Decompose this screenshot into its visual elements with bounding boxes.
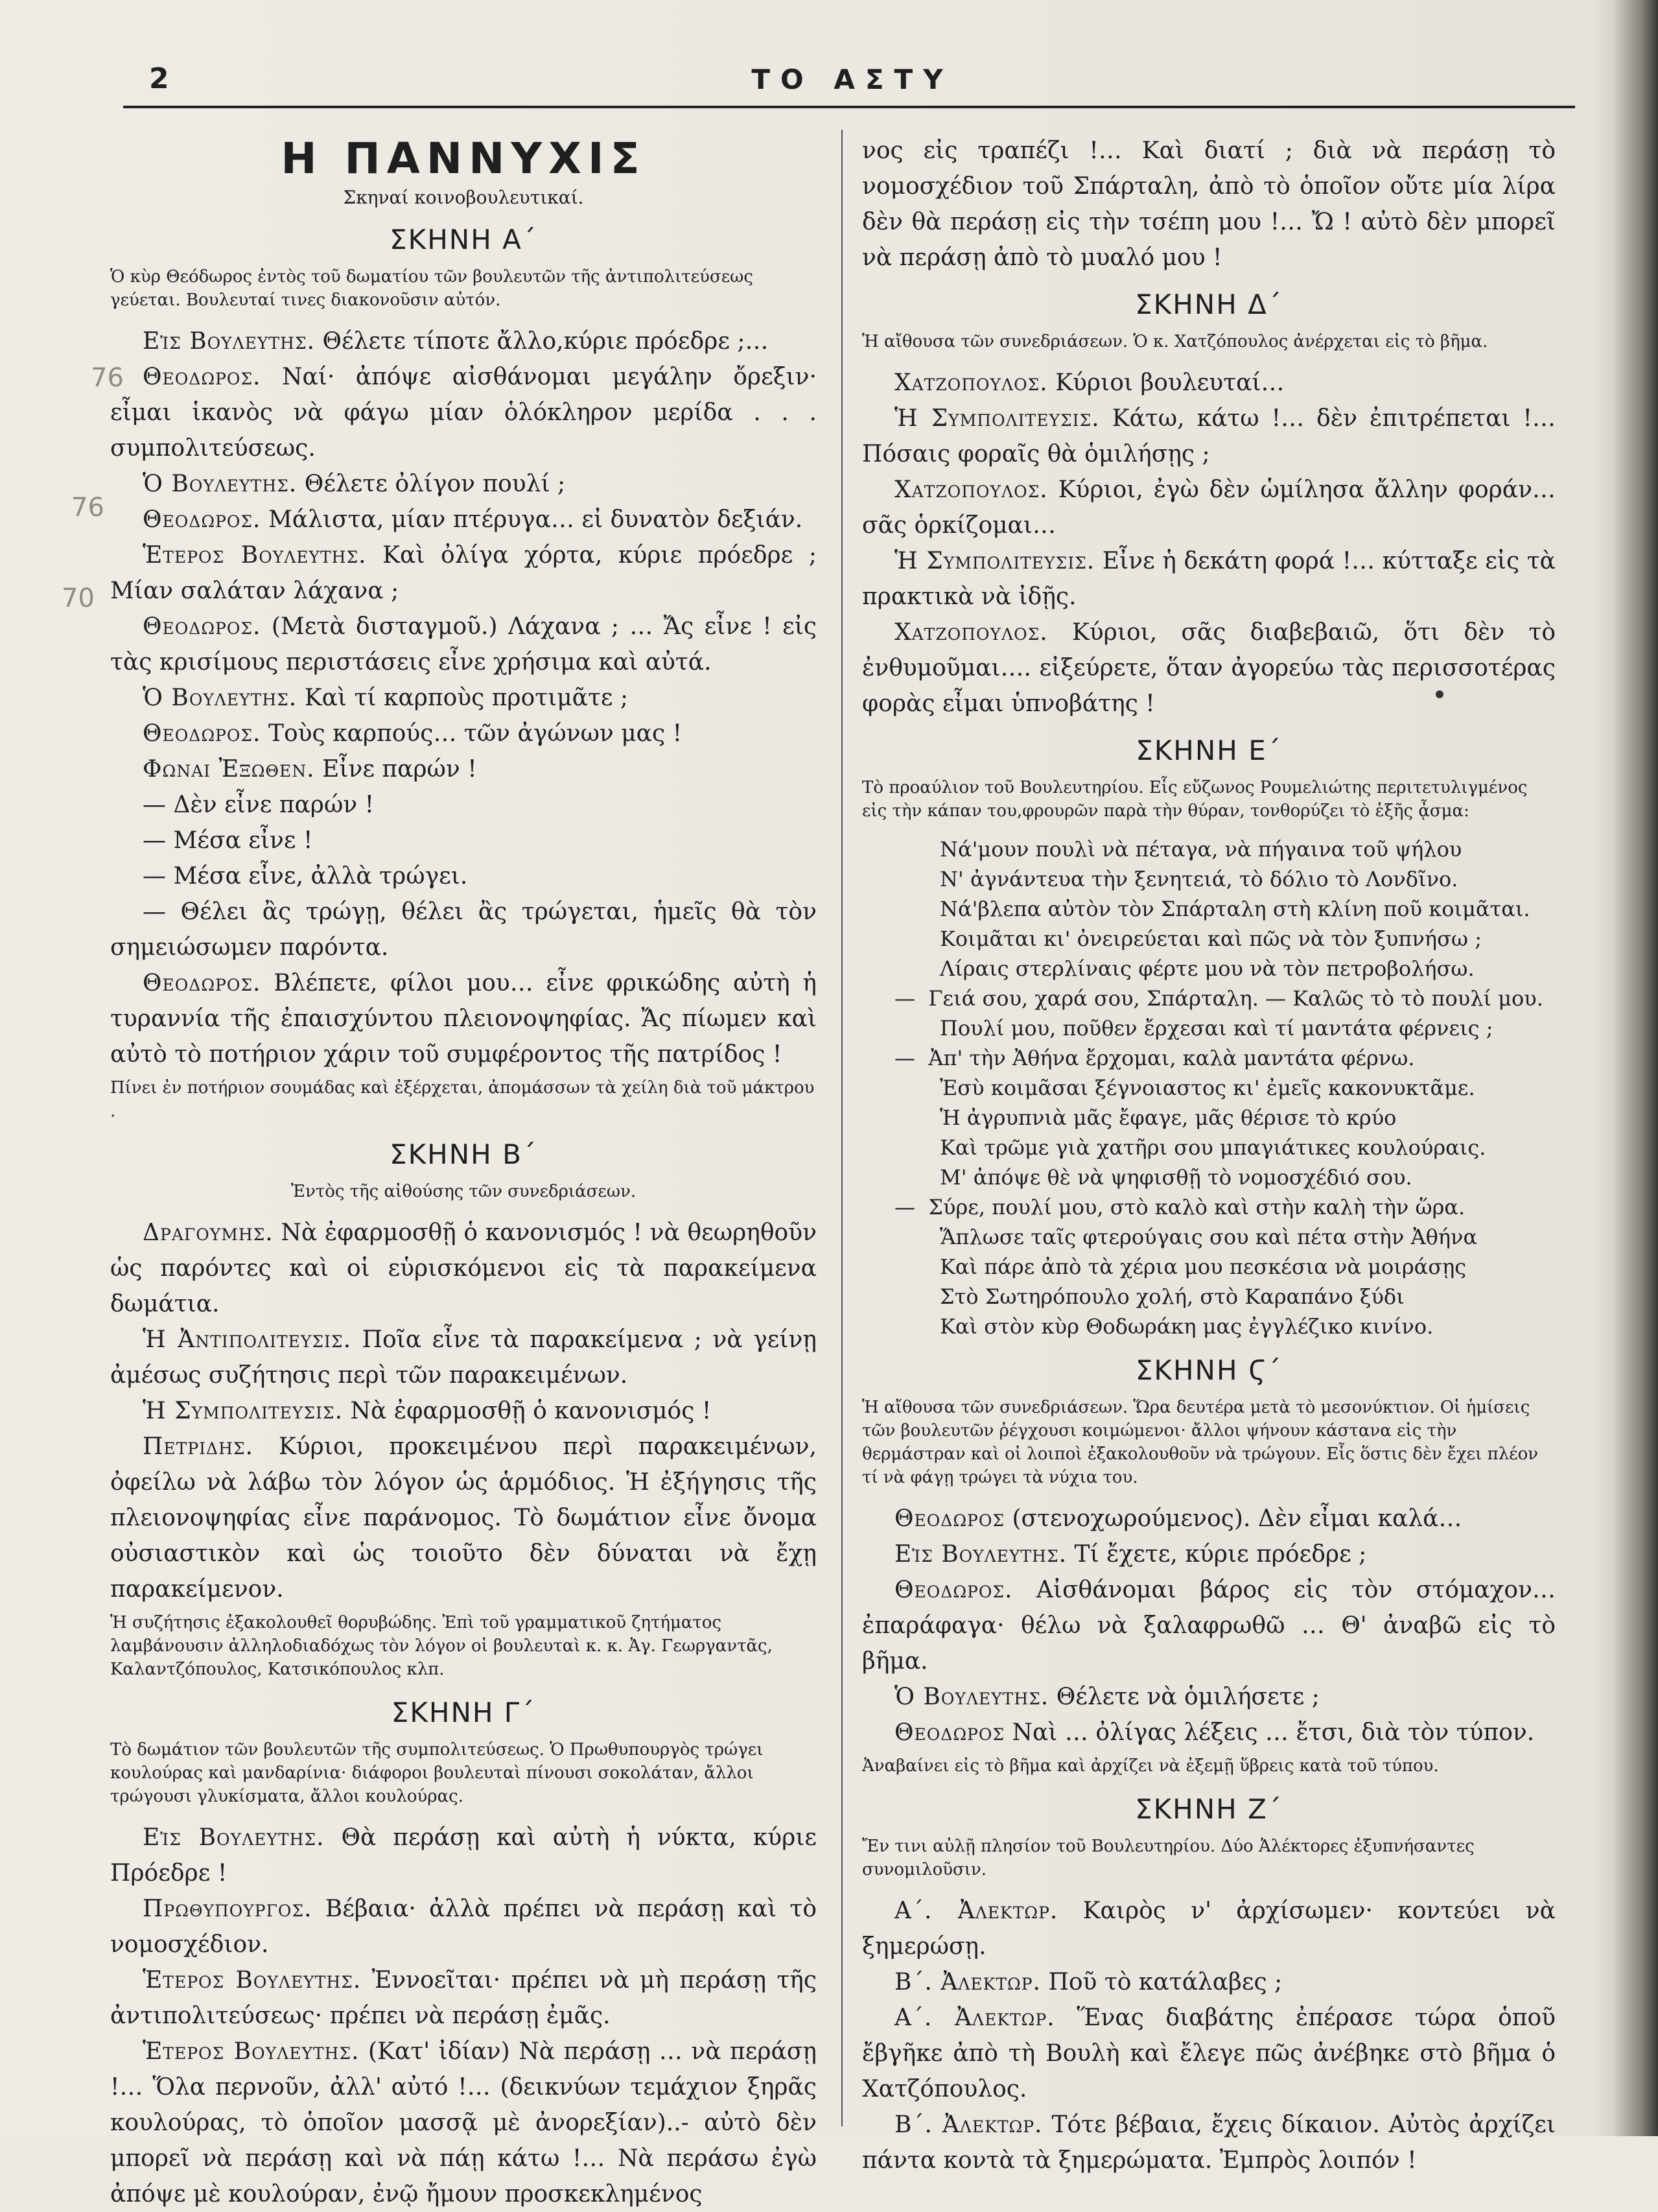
poem-text: Κοιμᾶται κι' ὀνειρεύεται καὶ πῶς νὰ τὸν ξυπνήσω ; — [940, 926, 1482, 951]
spoken-text: Κύριοι, σᾶς διαβεβαιῶ, ὅτι δὲν τὸ ἐνθυμοῦμαι…. εἰξεύρετε, ὅταν ἀγορεύω τὰς περισσοτέρας φορὰς εἶμαι ὑπνοβάτης ! — [862, 619, 1556, 717]
speaker-name: Φωναι Ἐξωθεν. — [143, 756, 315, 782]
dialogue-line — [110, 359, 817, 466]
dialogue-line — [110, 787, 817, 823]
dialogue-line — [862, 1964, 1556, 2000]
pencil-mark: 76 — [71, 493, 104, 523]
dialogue-line — [110, 1962, 817, 2034]
dialogue-line — [110, 1820, 817, 1891]
stage-direction: Ὁ κὺρ Θεόδωρος ἐντὸς τοῦ δωματίου τῶν βουλευτῶν τῆς ἀντιπολιτεύσεως γεύεται. Βουλευταί τινες διακονοῦσιν αὐτόν. — [110, 267, 753, 310]
spoken-text: — Μέσα εἶνε ! — [143, 827, 313, 854]
poem-line — [894, 983, 1556, 1013]
speaker-name: Ἑτερος Βουλευτης. — [143, 542, 367, 569]
speaker-name: Χατζοπουλος. — [894, 477, 1048, 503]
poem-text: Ἅπλωσε ταῖς φτερούγαις σου καὶ πέτα στὴν Ἀθήνα — [940, 1225, 1478, 1249]
spoken-text: Κύριοι βουλευταί… — [1055, 370, 1285, 396]
dialogue-line — [110, 502, 817, 537]
speaker-name: Ἡ Ἀντιπολιτευσις. — [143, 1326, 352, 1353]
poem — [862, 834, 1556, 1341]
article-title: Η ΠΑΝΝΥΧΙΣ — [281, 134, 646, 183]
spoken-text: Θέλετε νὰ ὁμιλήσετε ; — [1056, 1684, 1320, 1710]
scene-heading: ΣΚΗΝΗ Ϛ΄ — [1135, 1354, 1283, 1386]
spoken-text: (στενοχωρούμενος). Δὲν εἶμαι καλά… — [1012, 1505, 1462, 1532]
dialogue-block — [862, 1501, 1556, 1750]
dialogue-line — [862, 401, 1556, 472]
poem-text: Νά'μουν πουλὶ νὰ πέταγα, νὰ πήγαινα τοῦ ψήλου — [940, 837, 1462, 862]
poem-text: Λίραις στερλίναις φέρτε μου νὰ τὸν πετροβολήσω. — [940, 956, 1475, 981]
poem-dash: — — [894, 1046, 929, 1070]
dialogue-line — [110, 1429, 817, 1607]
article-subtitle: Σκηναί κοινοβουλευτικαί. — [343, 187, 584, 208]
poem-text: Ἡ ἀγρυπνιὰ μᾶς ἔφαγε, μᾶς θέρισε τὸ κρύο — [940, 1105, 1397, 1130]
spoken-text: Ναί· ἀπόψε αἰσθάνομαι μεγάλην ὄρεξιν· εἶμαι ἱκανὸς νὰ φάγω μίαν ὁλόκληρον μερίδα . . . συμπολιτεύσεως. — [110, 364, 817, 462]
poem-line — [940, 1013, 1556, 1043]
stage-direction: Πίνει ἐν ποτήριον σουμάδας καὶ ἐξέρχεται, ἀπομάσσων τὰ χείλη διὰ τοῦ μάκτρου . — [110, 1078, 815, 1121]
dialogue-line — [110, 823, 817, 858]
speaker-name: Ἡ Συμπολιτευσις. — [143, 1398, 344, 1424]
spoken-text: — Θέλει ἂς τρώγῃ, θέλει ἂς τρώγεται, ἡμεῖς θὰ τὸν σημειώσωμεν παρόντα. — [110, 899, 817, 961]
speaker-name: Πετριδης. — [143, 1433, 253, 1460]
stage-direction: Ἡ συζήτησις ἐξακολουθεῖ θορυβώδης. Ἐπὶ τοῦ γραμματικοῦ ζητήματος λαμβάνουσιν ἀλληλοδιαδόχως τὸν λόγον οἱ βουλευταὶ κ. κ. Ἀγ. Γεωργαντᾶς, Καλαντζόπουλος, Κατσικόπουλος κλπ. — [110, 1613, 773, 1679]
speaker-name: Θεοδωρος. — [143, 506, 261, 533]
dialogue-line — [110, 965, 817, 1072]
speaker-name: Ἡ Συμπολιτευσις. — [894, 405, 1100, 432]
poem-line — [940, 1312, 1556, 1341]
dialogue-line — [862, 1572, 1556, 1679]
spoken-text: Θέλετε τίποτε ἄλλο,κύριε πρόεδρε ;… — [322, 328, 769, 355]
poem-line — [940, 1252, 1556, 1282]
dialogue-line — [862, 1679, 1556, 1715]
spoken-text: Τότε βέβαια, ἔχεις δίκαιον. Αὐτὸς ἀρχίζει πάντα κοντὰ τὰ ξημερώματα. Ἐμπρὸς λοιπόν ! — [862, 2112, 1556, 2174]
poem-line — [894, 1192, 1556, 1222]
spoken-text: — Μέσα εἶνε, ἀλλὰ τρώγει. — [143, 863, 468, 889]
scene-heading: ΣΚΗΝΗ Α΄ — [390, 224, 537, 255]
poem-text: Ἀπ' τὴν Ἀθήνα ἔρχομαι, καλὰ μαντάτα φέρνω. — [928, 1046, 1415, 1070]
speaker-name: Θεοδωρος. — [143, 970, 261, 996]
spoken-text: Μάλιστα, μίαν πτέρυγα… εἰ δυνατὸν δεξιάν. — [268, 506, 803, 533]
spoken-text: Κύριοι, προκειμένου περὶ παρακειμένων, ὀφείλω νὰ λάβω τὸν λόγον ὡς ἁρμόδιος. Ἡ ἐξήγησις τῆς πλειονοψηφίας εἶνε παράνομος. Τὸ δωμάτιον εἶνε ὄνομα οὐσιαστικὸν καὶ ὡς τοιοῦτο δὲν δύναται νὰ ἔχῃ παρακείμενον. — [110, 1433, 817, 1603]
stage-direction: Τὸ δωμάτιον τῶν βουλευτῶν τῆς συμπολιτεύσεως. Ὁ Πρωθυπουργὸς τρώγει κουλούρας καὶ μανδαρίνια· διάφοροι βουλευταὶ πίνουσι σοκολάταν, ἄλλοι τρώγουσι γλυκίσματα, ἄλλοι κουλούρας. — [110, 1740, 764, 1806]
dialogue-line — [862, 1893, 1556, 1964]
dialogue-line — [110, 1215, 817, 1322]
dialogue-line — [110, 716, 817, 751]
right-column — [862, 133, 1556, 2174]
spoken-text: (Κατ' ἰδίαν) Νὰ περάσῃ … νὰ περάσῃ !… Ὅλα περνοῦν, ἀλλ' αὐτό !… (δεικνύων τεμάχιον ξηρᾶς κουλούρας, τὸ ὁποῖον μασσᾷ μὲ ἀνορεξίαν)..- αὐτὸ δὲν μπορεῖ νὰ περάσῃ καὶ νὰ πάῃ κάτω !… Νὰ περάσω ἐγὼ ἀπόψε μὲ κουλούραν, ἐνῷ ἤμουν προσκεκλημένος — [110, 2038, 817, 2207]
dialogue-line — [110, 537, 817, 609]
spoken-text: Εἶνε παρών ! — [322, 756, 477, 782]
spoken-text: Κάτω, κάτω !… δὲν ἐπιτρέπεται !… Πόσαις φοραῖς θὰ ὁμιλήσῃς ; — [862, 405, 1556, 467]
header-rule — [123, 106, 1575, 108]
poem-text: Καὶ στὸν κὺρ Θοδωράκη μας ἐγγλέζικο κινίνο. — [940, 1314, 1434, 1339]
page-number: 2 — [149, 62, 169, 95]
poem-line — [940, 894, 1556, 924]
dialogue-line — [110, 2034, 817, 2212]
left-column — [110, 133, 817, 2207]
poem-dash: — — [894, 1195, 929, 1219]
stage-direction: Τὸ προαύλιον τοῦ Βουλευτηρίου. Εἷς εὔζωνος Ρουμελιώτης περιτετυλιγμένος εἰς τὴν κάπαν του,φρουρῶν παρὰ τὴν θύραν, τονθορύζει τὸ ἑξῆς ᾆσμα: — [862, 778, 1528, 821]
dialogue-line — [110, 680, 817, 716]
poem-line — [940, 1133, 1556, 1162]
page-edge-shadow — [1613, 0, 1658, 2136]
poem-line — [940, 864, 1556, 894]
poem-line — [940, 924, 1556, 954]
speaker-name: Ὁ Βουλευτης. — [894, 1684, 1049, 1710]
speaker-name: Ἑτερος Βουλευτης. — [143, 1967, 362, 1994]
dialogue-line — [110, 1322, 817, 1393]
spoken-text: Ποῦ τὸ κατάλαβες ; — [1048, 1969, 1283, 1995]
speaker-name: Εἱς Βουλευτης. — [894, 1541, 1068, 1568]
spoken-text: Κύριοι, ἐγὼ δὲν ὡμίλησα ἄλλην φοράν… σᾶς ὁρκίζομαι… — [862, 477, 1556, 539]
spoken-text: Τί ἔχετε, κύριε πρόεδρε ; — [1074, 1541, 1367, 1568]
stage-direction: Ἐντὸς τῆς αἰθούσης τῶν συνεδριάσεων. — [290, 1182, 636, 1201]
stage-direction: Ἔν τινι αὐλῇ πλησίον τοῦ Βουλευτηρίου. Δύο Ἀλέκτορες ἐξυπνήσαντες συνομιλοῦσιν. — [862, 1837, 1475, 1879]
spoken-text: Νὰ ἐφαρμοσθῇ ὁ κανονισμός ! — [350, 1398, 712, 1424]
speaker-name: Β΄. Ἀλεκτωρ. — [894, 1969, 1041, 1995]
dialogue-line — [862, 615, 1556, 722]
spoken-text: Ποῖα εἶνε τὰ παρακείμενα ; νὰ γείνῃ ἀμέσως συζήτησις περὶ τῶν παρακειμένων. — [110, 1326, 817, 1389]
speaker-name: Α΄. Ἀλεκτωρ. — [894, 1898, 1058, 1924]
speaker-name: Α΄. Ἀλεκτωρ. — [894, 2005, 1055, 2031]
speaker-name: Θεοδωρος — [894, 1719, 1005, 1746]
poem-line — [894, 1043, 1556, 1073]
poem-text: Ἐσὺ κοιμᾶσαι ξέγνοιαστος κι' ἐμεῖς κακονυκτᾶμε. — [940, 1076, 1475, 1100]
column-divider — [841, 130, 843, 2126]
spoken-text: Θέλετε ὀλίγον πουλί ; — [304, 471, 566, 497]
poem-text: Πουλί μου, ποῦθεν ἔρχεσαι καὶ τί μαντάτα φέρνεις ; — [940, 1016, 1493, 1041]
continued-text: νος εἰς τραπέζι !… Καὶ διατί ; διὰ νὰ περάσῃ τὸ νομοσχέδιον τοῦ Σπάρταλη, ἀπὸ τὸ ὁποῖον οὔτε μία λίρα δὲν θὰ περάσῃ εἰς τὴν τσέπη μου !… Ὤ ! αὐτὸ δὲν μπορεῖ νὰ περάσῃ ἀπὸ τὸ μυαλό μου ! — [862, 137, 1556, 271]
pencil-mark: 70 — [62, 583, 95, 613]
poem-line — [940, 1162, 1556, 1192]
dialogue-block — [110, 324, 817, 1072]
spoken-text: Ναὶ … ὀλίγας λέξεις … ἔτσι, διὰ τὸν τύπον. — [1012, 1719, 1535, 1746]
poem-line — [940, 1073, 1556, 1103]
speaker-name: Χατζοπουλος. — [894, 619, 1048, 646]
speaker-name: Χατζοπουλος. — [894, 370, 1048, 396]
dialogue-line — [110, 466, 817, 502]
poem-line — [940, 954, 1556, 983]
speaker-name: Θεοδωρος. — [143, 364, 261, 390]
poem-text: Μ' ἀπόψε θὲ νὰ ψηφισθῇ τὸ νομοσχέδιό σου. — [940, 1165, 1412, 1190]
dialogue-line — [862, 543, 1556, 615]
spoken-text: Ἕνας διαβάτης ἐπέρασε τώρα ὁποῦ ἔβγῆκε ἀπὸ τὴ Βουλὴ καὶ ἔλεγε πῶς ἀνέβηκε στὸ βῆμα ὁ Χατζόπουλος. — [862, 2005, 1556, 2102]
spoken-text: Αἰσθάνομαι βάρος εἰς τὸν στόμαχον… ἐπαράφαγα· θέλω νὰ ξαλαφρωθῶ … Θ' ἀναβῶ εἰς τὸ βῆμα. — [862, 1577, 1556, 1675]
spoken-text: Καὶ τί καρποὺς προτιμᾶτε ; — [304, 685, 629, 711]
poem-text: Καὶ τρῶμε γιὰ χατῆρι σου μπαγιάτικες κουλούραις. — [940, 1135, 1486, 1160]
dialogue-line — [110, 609, 817, 680]
speaker-name: Θεοδωρος. — [143, 613, 261, 640]
stage-direction: Ἀναβαίνει εἰς τὸ βῆμα καὶ ἀρχίζει νὰ ἐξεμῇ ὕβρεις κατὰ τοῦ τύπου. — [862, 1756, 1439, 1776]
dialogue-line — [862, 365, 1556, 401]
dialogue-line — [862, 1536, 1556, 1572]
spoken-text: Καιρὸς ν' ἀρχίσωμεν· κοντεύει νὰ ξημερώσῃ. — [862, 1898, 1556, 1960]
speaker-name: Β΄. Ἀλεκτωρ. — [894, 2112, 1043, 2138]
poem-text: Νά'βλεπα αὐτὸν τὸν Σπάρταλη στὴ κλίνη ποῦ κοιμᾶται. — [940, 897, 1530, 921]
spoken-text: (Μετὰ δισταγμοῦ.) Λάχανα ; … Ἄς εἶνε ! εἰς τὰς κρισίμους περιστάσεις εἶνε χρήσιμα καὶ αὐτά. — [110, 613, 817, 676]
speaker-name: Ὁ Βουλευτης. — [143, 685, 298, 711]
dialogue-line — [110, 1393, 817, 1429]
speaker-name: Θεοδωρος — [894, 1505, 1005, 1532]
speaker-name: Ὁ Βουλευτης. — [143, 471, 298, 497]
dialogue-block — [110, 1215, 817, 1607]
dialogue-line — [110, 324, 817, 359]
spoken-text: Καὶ ὀλίγα χόρτα, κύριε πρόεδρε ; Μίαν σαλάταν λάχανα ; — [110, 542, 817, 604]
dialogue-line — [862, 2000, 1556, 2107]
spoken-text: Τοὺς καρπούς… τῶν ἀγώνων μας ! — [268, 720, 683, 747]
poem-text: Καὶ πάρε ἀπὸ τὰ χέρια μου πεσκέσια νὰ μοιράσῃς — [940, 1254, 1467, 1279]
speaker-name: Ἑτερος Βουλευτης. — [143, 2038, 360, 2065]
poem-text: Σύρε, πουλί μου, στὸ καλὸ καὶ στὴν καλὴ τὴν ὥρα. — [928, 1195, 1465, 1219]
poem-line — [940, 1222, 1556, 1252]
dialogue-line — [110, 858, 817, 894]
spoken-text: Θὰ περάσῃ καὶ αὐτὴ ἡ νύκτα, κύριε Πρόεδρε ! — [110, 1824, 817, 1887]
dialogue-line — [110, 751, 817, 787]
spoken-text: Νὰ ἐφαρμοσθῇ ὁ κανονισμός ! νὰ θεωρηθοῦν ὡς παρόντες καὶ οἱ εὑρισκόμενοι εἰς τὰ παρακείμενα δωμάτια. — [110, 1219, 817, 1317]
speaker-name: Θεοδωρος. — [894, 1577, 1013, 1603]
dialogue-line — [862, 1501, 1556, 1536]
poem-line — [940, 1282, 1556, 1312]
spoken-text: Βέβαια· ἀλλὰ πρέπει νὰ περάσῃ καὶ τὸ νομοσχέδιον. — [110, 1896, 817, 1958]
dialogue-line — [862, 472, 1556, 543]
dialogue-block — [862, 365, 1556, 722]
speaker-name: Εἱς Βουλευτης. — [143, 1824, 325, 1851]
scene-heading: ΣΚΗΝΗ Ε΄ — [1136, 735, 1282, 766]
stage-direction: Ἡ αἴθουσα τῶν συνεδριάσεων. Ὥρα δευτέρα μετὰ τὸ μεσονύκτιον. Οἱ ἡμίσεις τῶν βουλευτῶν ῥέγχουσι κοιμώμενοι· ἄλλοι ψήνουν κάστανα εἰς τὴν θερμάστραν καὶ οἱ λοιποὶ ἐξακολουθοῦν νὰ τρώγουν. Εἷς ὅστις δὲν ἔχει πλέον τί νὰ φάγῃ τρώγει τὰ νύχια του. — [862, 1398, 1539, 1487]
poem-line — [940, 1103, 1556, 1133]
scene-heading: ΣΚΗΝΗ Ζ΄ — [1135, 1793, 1283, 1825]
dialogue-block — [862, 1893, 1556, 2178]
speaker-name: Θεοδωρος. — [143, 720, 261, 747]
scene-heading: ΣΚΗΝΗ Δ΄ — [1135, 288, 1283, 320]
stage-direction: Ἡ αἴθουσα τῶν συνεδριάσεων. Ὁ κ. Χατζόπουλος ἀνέρχεται εἰς τὸ βῆμα. — [862, 332, 1488, 351]
dialogue-line — [110, 1891, 817, 1962]
scene-heading: ΣΚΗΝΗ Γ΄ — [391, 1697, 536, 1728]
dialogue-block — [110, 1820, 817, 2212]
speaker-name: Εἱς Βουλευτης. — [143, 328, 316, 355]
poem-text: Ν' ἀγνάντευα τὴν ξενητειά, τὸ δόλιο τὸ Λονδῖνο. — [940, 867, 1458, 891]
dialogue-line — [862, 1715, 1556, 1750]
speaker-name: Πρωθυπουργος. — [143, 1896, 312, 1922]
dialogue-line — [862, 2107, 1556, 2178]
page-header — [123, 57, 1582, 109]
spoken-text: Εἶνε ἡ δεκάτη φορά !… κύτταξε εἰς τὰ πρακτικὰ νὰ ἰδῇς. — [862, 548, 1556, 610]
poem-text: Στὸ Σωτηρόπουλο χολή, στὸ Καραπάνο ξύδι — [940, 1284, 1405, 1309]
poem-text: Γειά σου, χαρά σου, Σπάρταλη. — Καλῶς τὸ τὸ πουλί μου. — [928, 986, 1543, 1011]
poem-line — [940, 834, 1556, 864]
scene-heading: ΣΚΗΝΗ Β΄ — [390, 1138, 537, 1170]
dialogue-line — [110, 894, 817, 965]
pencil-mark: 76 — [91, 363, 124, 393]
speaker-name: Δραγουμης. — [143, 1219, 274, 1246]
masthead: ΤΟ ΑΣΤΥ — [751, 64, 953, 95]
spoken-text: — Δὲν εἶνε παρών ! — [143, 792, 375, 818]
speaker-name: Ἡ Συμπολιτευσις. — [894, 548, 1095, 574]
poem-dash: — — [894, 986, 929, 1011]
spoken-text: Ἐννοεῖται· πρέπει νὰ μὴ περάσῃ τῆς ἀντιπολιτεύσεως· πρέπει νὰ περάσῃ ἐμᾶς. — [110, 1967, 817, 2029]
spoken-text: Βλέπετε, φίλοι μου… εἶνε φρικώδης αὐτὴ ἡ τυραννία τῆς ἐπαισχύντου πλειονοψηφίας. Ἄς πίωμεν καὶ αὐτὸ τὸ ποτήριον χάριν τοῦ συμφέροντος τῆς πατρίδος ! — [110, 970, 817, 1068]
